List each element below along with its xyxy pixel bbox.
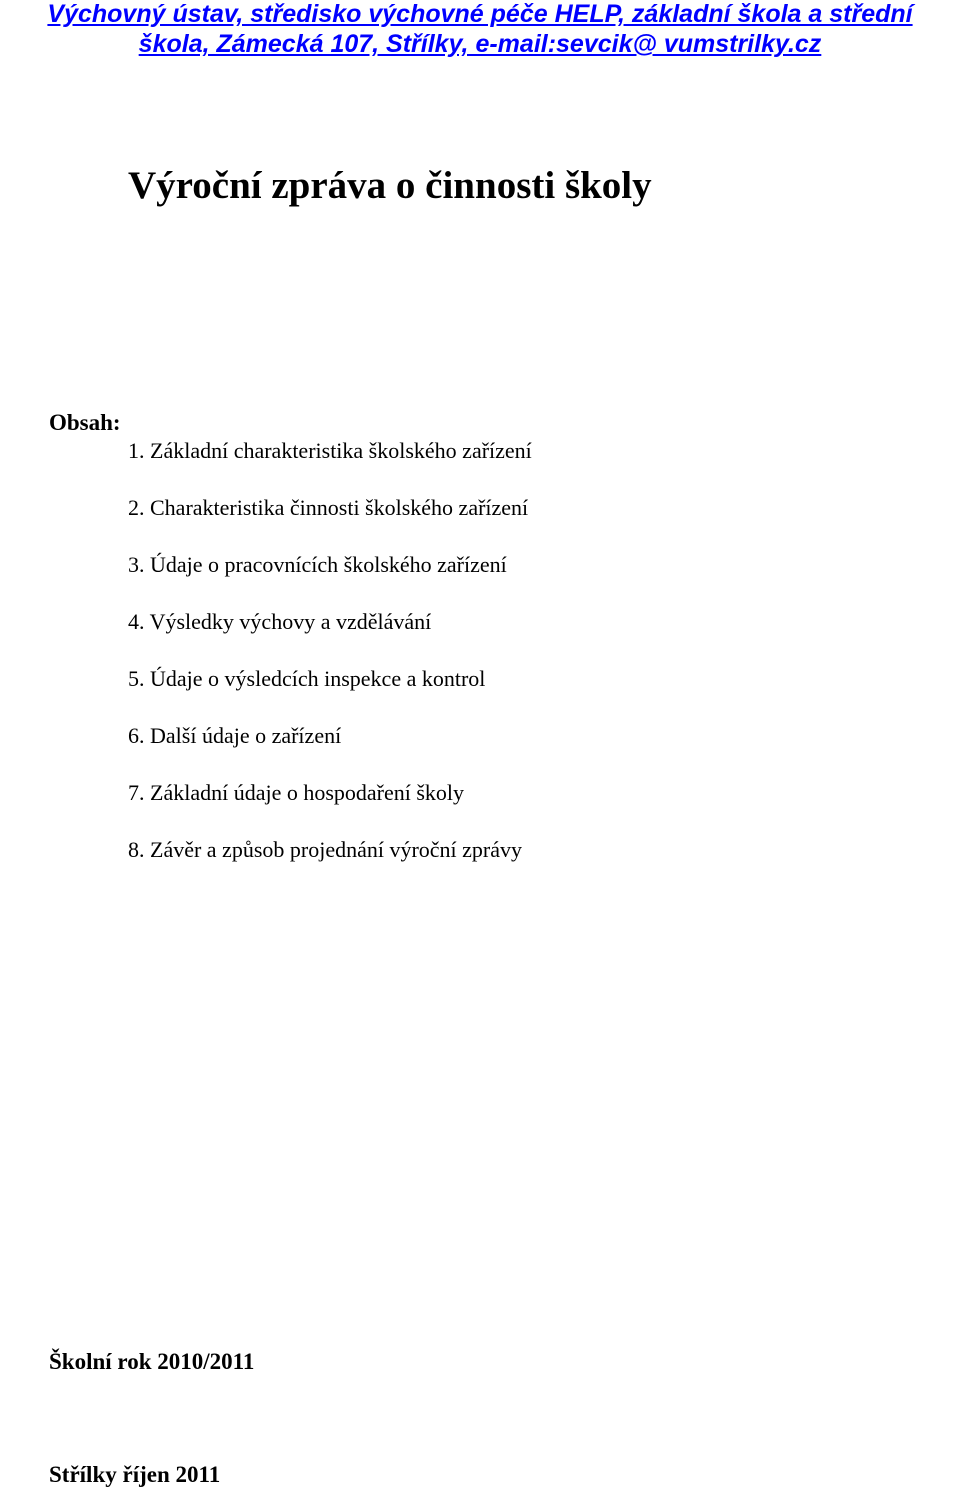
toc-item-2: 2. Charakteristika činnosti školského zařízení <box>128 495 529 520</box>
toc-item-7: 7. Základní údaje o hospodaření školy <box>128 780 465 805</box>
table-of-contents <box>128 437 532 893</box>
school-year: Školní rok 2010/2011 <box>49 1349 255 1374</box>
header-link-line-1[interactable]: Výchovný ústav, středisko výchovné péče HELP, základní škola a střední <box>47 0 913 28</box>
toc-item-8: 8. Závěr a způsob projednání výroční zprávy <box>128 837 523 862</box>
document-title: Výroční zpráva o činnosti školy <box>128 164 652 207</box>
toc-item-6: 6. Další údaje o zařízení <box>128 723 342 748</box>
header-link-line-2[interactable]: škola, Zámecká 107, Střílky, e-mail:sevcik@ vumstrilky.cz <box>138 30 822 58</box>
toc-label: Obsah: <box>49 410 121 435</box>
toc-item-3: 3. Údaje o pracovnících školského zařízení <box>128 552 507 577</box>
toc-item-5: 5. Údaje o výsledcích inspekce a kontrol <box>128 666 486 691</box>
toc-item-4: 4. Výsledky výchovy a vzdělávání <box>128 609 432 634</box>
document-header <box>0 0 960 59</box>
place-date: Střílky říjen 2011 <box>49 1462 221 1487</box>
toc-item-1: 1. Základní charakteristika školského zařízení <box>128 438 532 463</box>
